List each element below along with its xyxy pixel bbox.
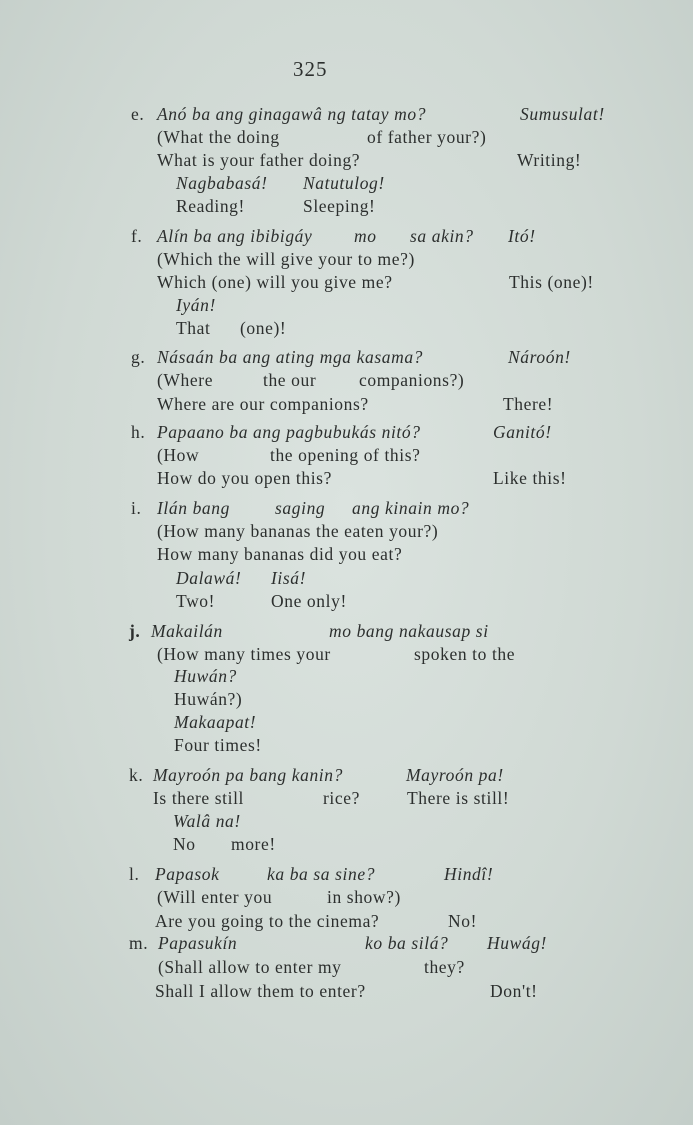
tagalog-answer: Walâ na! — [173, 811, 241, 831]
tagalog-answer: Dalawá! — [176, 568, 242, 588]
english-answer: more! — [231, 834, 276, 854]
english-answer: No — [173, 834, 196, 854]
english-answer: That — [176, 318, 211, 338]
tagalog-answer: Natutulog! — [303, 173, 385, 193]
literal-gloss: companions?) — [359, 370, 465, 390]
tagalog-answer: Sumusulat! — [520, 104, 605, 124]
tagalog-question: Anó ba ang ginagawâ ng tatay mo? — [157, 104, 427, 124]
literal-gloss: (Shall allow to enter my — [158, 957, 342, 977]
tagalog-question: mo bang nakausap si — [329, 621, 489, 641]
english-translation: Shall I allow them to enter? — [155, 981, 366, 1001]
english-answer: There! — [503, 394, 554, 414]
english-answer: Writing! — [517, 150, 582, 170]
tagalog-question: mo — [354, 226, 377, 246]
english-answer: Two! — [176, 591, 216, 611]
tagalog-question: saging — [275, 498, 326, 518]
tagalog-question: Huwán? — [174, 666, 237, 686]
tagalog-question: Makailán — [151, 621, 223, 641]
literal-gloss: Huwán?) — [174, 689, 243, 709]
tagalog-question: sa akin? — [410, 226, 474, 246]
tagalog-question: ka ba sa sine? — [267, 864, 376, 884]
literal-gloss: of father your?) — [367, 127, 487, 147]
english-answer: Like this! — [493, 468, 567, 488]
tagalog-question: ko ba silá? — [365, 933, 449, 953]
english-translation: Are you going to the cinema? — [155, 911, 380, 931]
tagalog-question: Alín ba ang ibibigáy — [157, 226, 313, 246]
entry-label: j. — [129, 621, 141, 641]
english-translation: Is there still — [153, 788, 245, 808]
english-answer: This (one)! — [509, 272, 594, 292]
literal-gloss: in show?) — [327, 887, 401, 907]
literal-gloss: (Where — [157, 370, 214, 390]
entry-label: k. — [129, 765, 144, 785]
tagalog-question: Mayroón pa bang kanin? — [153, 765, 343, 785]
entry-label: e. — [131, 104, 145, 124]
tagalog-answer: Iyán! — [176, 295, 216, 315]
english-answer: Reading! — [176, 196, 245, 216]
literal-gloss: the our — [263, 370, 317, 390]
literal-gloss: they? — [424, 957, 465, 977]
literal-gloss: (How — [157, 445, 200, 465]
literal-gloss: (How many bananas the eaten your?) — [157, 521, 439, 541]
tagalog-answer: Makaapat! — [174, 712, 257, 732]
tagalog-answer: Hindî! — [444, 864, 494, 884]
english-answer: No! — [448, 911, 478, 931]
tagalog-answer: Iisá! — [271, 568, 307, 588]
english-translation: Which (one) will you give me? — [157, 272, 393, 292]
english-answer: Don't! — [490, 981, 538, 1001]
tagalog-question: Násaán ba ang ating mga kasama? — [157, 347, 424, 367]
english-translation: Where are our companions? — [157, 394, 369, 414]
english-answer: Sleeping! — [303, 196, 376, 216]
entry-label: m. — [129, 933, 149, 953]
english-answer: One only! — [271, 591, 347, 611]
page-number: 325 — [293, 57, 328, 81]
entry-label: h. — [131, 422, 146, 442]
tagalog-answer: Huwág! — [487, 933, 547, 953]
tagalog-question: Papasukín — [158, 933, 238, 953]
tagalog-answer: Ganitó! — [493, 422, 552, 442]
literal-gloss: (Which the will give your to me?) — [157, 249, 415, 269]
tagalog-answer: Nagbabasá! — [176, 173, 268, 193]
tagalog-answer: Mayroón pa! — [406, 765, 504, 785]
english-translation: How do you open this? — [157, 468, 332, 488]
english-answer: Four times! — [174, 735, 262, 755]
literal-gloss: spoken to the — [414, 644, 516, 664]
entry-label: l. — [129, 864, 140, 884]
tagalog-answer: Nároón! — [508, 347, 571, 367]
english-translation: What is your father doing? — [157, 150, 361, 170]
tagalog-answer: Itó! — [508, 226, 536, 246]
literal-gloss: (What the doing — [157, 127, 280, 147]
entry-label: f. — [131, 226, 143, 246]
english-answer: There is still! — [407, 788, 510, 808]
literal-gloss: (How many times your — [157, 644, 331, 664]
literal-gloss: (Will enter you — [157, 887, 273, 907]
english-answer: (one)! — [240, 318, 287, 338]
english-translation: rice? — [323, 788, 360, 808]
entry-label: g. — [131, 347, 146, 367]
tagalog-question: ang kinain mo? — [352, 498, 470, 518]
tagalog-question: Papaano ba ang pagbubukás nitó? — [157, 422, 421, 442]
entry-label: i. — [131, 498, 142, 518]
english-translation: How many bananas did you eat? — [157, 544, 403, 564]
tagalog-question: Ilán bang — [157, 498, 230, 518]
literal-gloss: the opening of this? — [270, 445, 421, 465]
tagalog-question: Papasok — [155, 864, 220, 884]
